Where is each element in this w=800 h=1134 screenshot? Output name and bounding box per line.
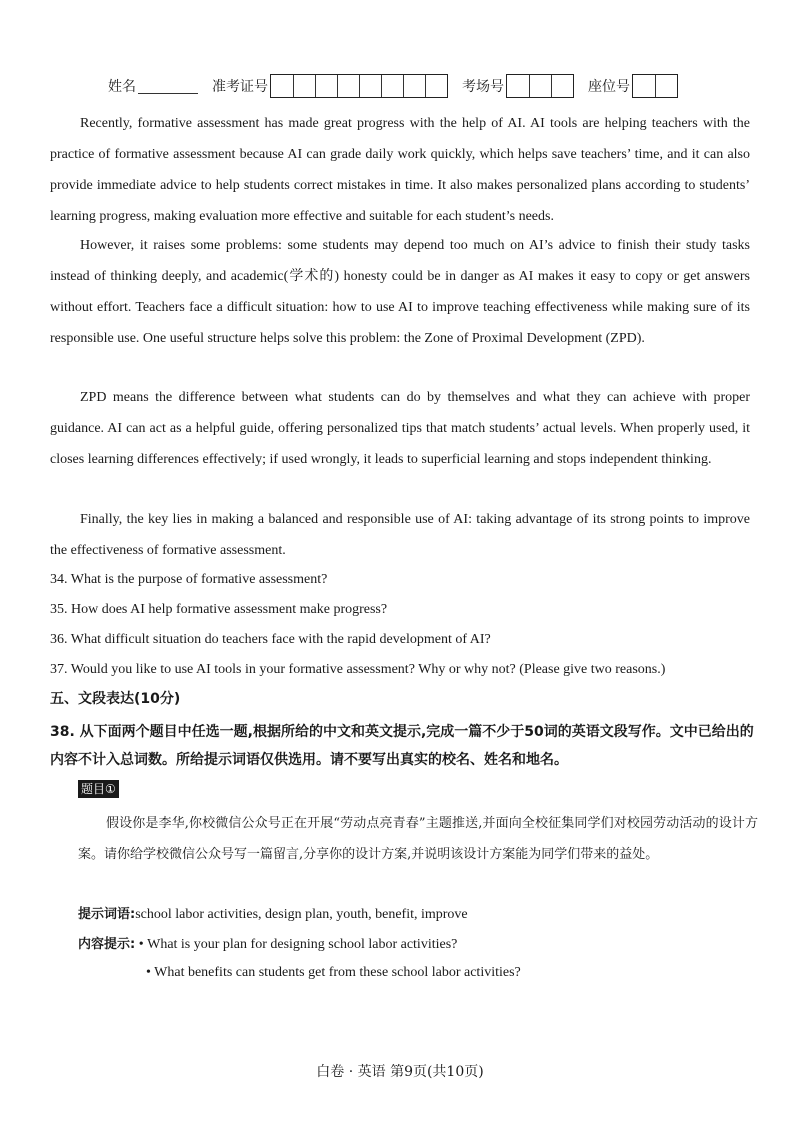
hint-label: 提示词语: <box>78 907 136 922</box>
content-hint-row-1 <box>78 933 457 953</box>
name-field[interactable] <box>138 79 198 94</box>
passage-paragraph-2: However, it raises some problems: some students may depend too much on AI’s advice to finish their study tasks instead of thinking deeply, and academic(学术的) honesty could be in danger as AI makes it easy to copy or get answers without effort. Teachers face a difficult situation: how to use AI to improve teaching effectiveness while making sure of its responsible use. One useful structure helps solve this problem: the Zone of Proximal Development (ZPD). <box>50 238 750 346</box>
student-info-header <box>108 74 678 98</box>
name-label: 姓名 <box>108 79 136 95</box>
passage-paragraph-3: ZPD means the difference between what students can do by themselves and what they can achieve with proper guidance. AI can act as a helpful guide, offering personalized tips that match students’ actual levels. When properly used, it closes learning differences effectively; if used wrongly, it leads to superficial learning and stops independent thinking. <box>50 390 750 467</box>
room-label: 考场号 <box>462 79 504 95</box>
section-title: 五、文段表达(10分) <box>50 691 181 707</box>
question-36: 36. What difficult situation do teachers face with the rapid development of AI? <box>50 632 491 647</box>
seat-label: 座位号 <box>588 79 630 95</box>
seat-boxes[interactable] <box>632 74 678 98</box>
exam-id-boxes[interactable] <box>270 74 448 98</box>
content-point-2: • What benefits can students get from these school labor activities? <box>146 965 521 980</box>
page-footer: 白卷 · 英语 第9页(共10页) <box>316 1064 484 1080</box>
hint-words: school labor activities, design plan, youth, benefit, improve <box>135 907 468 922</box>
question-35: 35. How does AI help formative assessment make progress? <box>50 602 388 617</box>
passage-paragraph-1: Recently, formative assessment has made great progress with the help of AI. AI tools are helping teachers with the practice of formative assessment because AI can grade daily work quickly, which helps save teachers’ time, and it can also provide immediate advice to help students correct mistakes in time. It also makes personalized plans according to students’ learning progress, making evaluation more effective and suitable for each student’s needs. <box>50 116 750 224</box>
question-37: 37. Would you like to use AI tools in your formative assessment? Why or why not? (Please give two reasons.) <box>50 662 666 677</box>
content-point-1: • What is your plan for designing school labor activities? <box>138 937 458 952</box>
question-38-instructions: 38. 从下面两个题目中任选一题,根据所给的中文和英文提示,完成一篇不少于50词的英语文段写作。文中已给出的内容不计入总词数。所给提示词语仅供选用。请不要写出真实的校名、姓名和地名。 <box>50 724 754 768</box>
exam-id-label: 准考证号 <box>212 79 268 95</box>
room-boxes[interactable] <box>506 74 574 98</box>
question-34: 34. What is the purpose of formative assessment? <box>50 572 328 587</box>
topic-prompt: 假设你是李华,你校微信公众号正在开展“劳动点亮青春”主题推送,并面向全校征集同学们对校园劳动活动的设计方案。请你给学校微信公众号写一篇留言,分享你的设计方案,并说明该设计方案能为同学们带来的益处。 <box>78 816 758 862</box>
passage-paragraph-4: Finally, the key lies in making a balanced and responsible use of AI: taking advantage of its strong points to improve the effectiveness of formative assessment. <box>50 512 750 558</box>
hint-words-row <box>78 903 468 923</box>
content-label: 内容提示: <box>78 937 136 952</box>
topic-tag: 题目① <box>78 780 119 798</box>
